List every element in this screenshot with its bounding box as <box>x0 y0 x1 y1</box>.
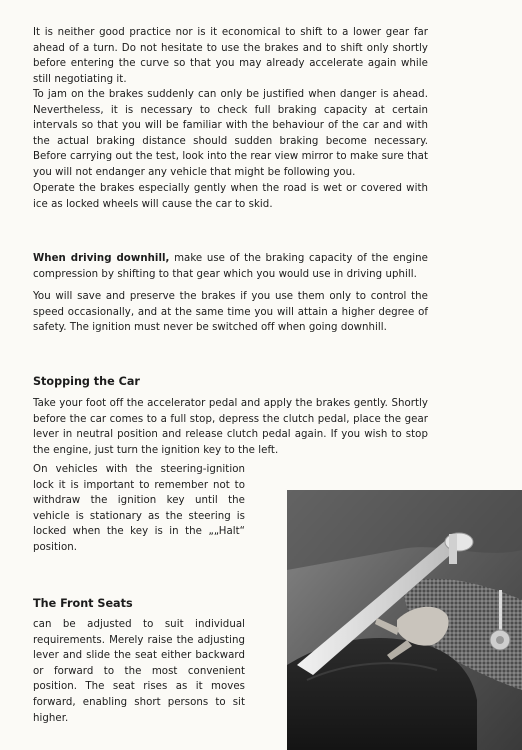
paragraph-steering-lock: On vehicles with the steering-ignition lock it is important to remember not to withdraw the ignition key until the vehicle is stationary as the steering is locked when the key is in the „„Halt“ position. <box>33 464 245 553</box>
paragraph-gear-shifting: It is neither good practice nor is it economical to shift to a lower gear far ahead of a turn. Do not hesitate to use the brakes and to shift only shortly before entering the curve so that you may already accelerate again while still negotiating it. <box>33 27 428 85</box>
downhill-lead: When driving downhill, <box>33 253 170 264</box>
paragraph-stopping-car: Take your foot off the accelerator pedal and apply the brakes gently. Shortly before the car comes to a full stop, depress the clutch pedal, place the gear lever in neutral position and release clutch pedal again. If you wish to stop the engine, just turn the ignition key to the left. <box>33 398 428 456</box>
seat-adjustment-photo <box>287 490 522 750</box>
downhill-text: make use of the braking capacity of the engine compression by shifting to that gear which you would use in driving uphill. <box>33 253 428 280</box>
seat-photo-illustration <box>287 490 522 750</box>
paragraph-front-seats: can be adjusted to suit individual requirements. Merely raise the adjusting lever and slide the seat either backward or forward to the most convenient position. The seat rises as it moves forward, enabling short persons to sit higher. <box>33 619 245 724</box>
paragraph-braking-test: To jam on the brakes suddenly can only be justified when danger is ahead. Nevertheless, it is necessary to check full braking capacity at certain intervals so that you will be familiar with the behaviour of the car and with the actual braking distance should sudden braking become necessary. Before carrying out the test, look into the rear view mirror to make sure that you will not endanger any vehicle that might be following you. <box>33 89 428 178</box>
paragraph-preserve-brakes: You will save and preserve the brakes if you use them only to control the speed occasionally, and at the same time you will attain a higher degree of safety. The ignition must never be switched off when going downhill. <box>33 291 428 334</box>
paragraph-downhill <box>33 251 428 282</box>
heading-stopping-car: Stopping the Car <box>33 375 140 388</box>
heading-front-seats: The Front Seats <box>33 597 133 610</box>
paragraph-wet-road: Operate the brakes especially gently when the road is wet or covered with ice as locked wheels will cause the car to skid. <box>33 183 428 210</box>
